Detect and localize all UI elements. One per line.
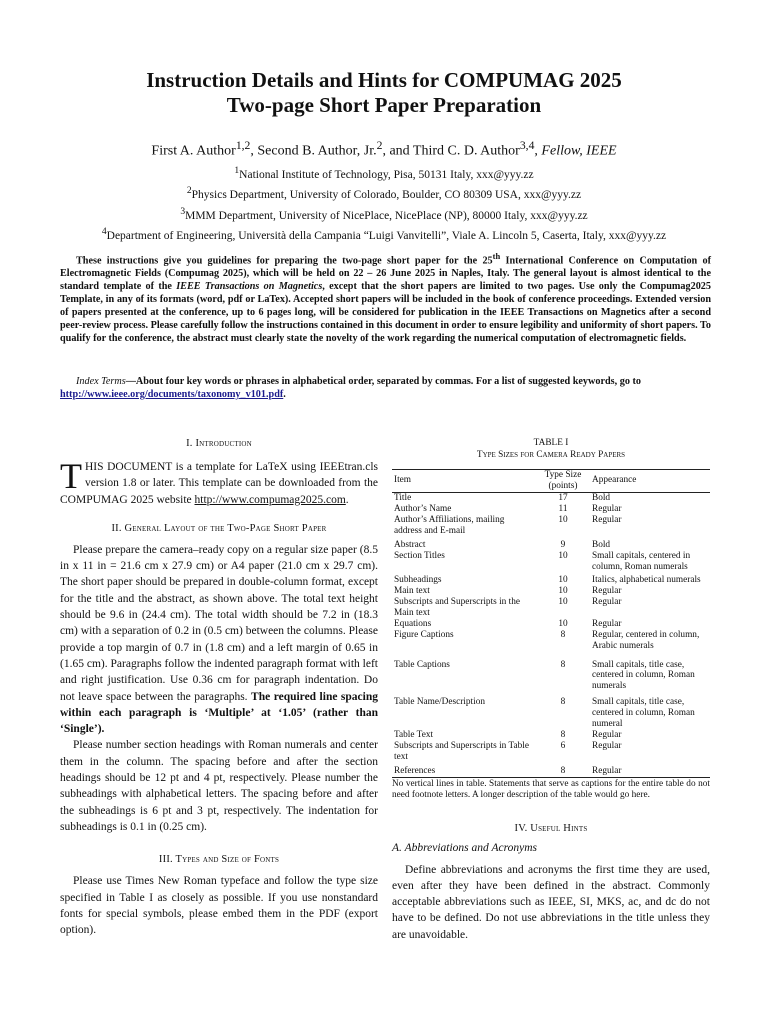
abstract xyxy=(60,250,711,346)
cell-item: Equations xyxy=(394,618,432,629)
cell-appearance: Regular xyxy=(592,596,622,607)
cell-item: Main text xyxy=(394,586,430,597)
affiliation-1-sup: 1 xyxy=(234,165,240,176)
table-row xyxy=(392,573,710,586)
table-header-size: Type Size (points) xyxy=(536,470,590,493)
cell-size: 8 xyxy=(560,729,566,740)
affiliation-2-sup: 2 xyxy=(186,185,192,197)
table-row xyxy=(392,619,710,630)
table-row xyxy=(392,652,710,693)
cell-item: Figure Captions xyxy=(394,629,454,640)
affiliation-2 xyxy=(0,183,768,203)
cell-size: 9 xyxy=(560,540,566,551)
section-4-heading: IV. Useful Hints xyxy=(514,822,588,834)
cell-item: Abstract xyxy=(394,540,426,551)
latex-word: LaTeX xyxy=(255,461,288,473)
cell-size: 10 xyxy=(558,596,568,607)
table-row xyxy=(392,763,710,777)
section-2-paragraph-2: Please number section headings with Roman numerals and center them in the column. The spacing before and after the section headings should be 12 pt and 4 pt, respectively. Please number the subheadings with alphabetical letters. The spacing before and after the subheadings is 6 pt and 3 pt, respectively. The indentation for subheadings is 0.1 in (0.25 cm). xyxy=(60,739,378,833)
index-terms-label: Index Terms xyxy=(76,376,126,387)
author-1-sup: 1,2 xyxy=(235,139,251,152)
table-row xyxy=(392,692,710,730)
abstract-text-3: , except that the short papers are limited to two pages. Use only the Compumag2025 Template, in any of its formats (word, pdf or LaTex). Accepted short papers will be included in the book of conference proceedings. Extended version of papers presented at the conference, up to 6 pages long, will be considered for publication in the IEEE Transactions on Magnetics after a second peer-review process. Please carefully follow the instructions contained in this document in order to ensure legibility and uniformity of short papers. To qualify for the conference, the abstract must clearly state the novelty of the work regarding the numerical computation of electromagnetic fields. xyxy=(60,281,711,344)
section-3-heading: III. Types and Size of Fonts xyxy=(158,854,280,866)
cell-size: 8 xyxy=(536,763,590,777)
left-column xyxy=(60,437,378,938)
section-2-text: Please prepare the camera–ready copy on a regular size paper (8.5 in x 11 in = 21.6 cm x 27.9 cm) or A4 paper (21.0 cm x 29.7 cm). The short paper should be prepared in double-column format, except for the title and the abstract, as shown above. The total text height should be 9.6 in (24.4 cm). The total width should be 7.2 in (18.3 cm) with a separation of 0.2 in (0.5 cm) between the columns. Please provide a top margin of 0.7 in (1.8 cm) and a left margin of 0.65 in (1.65 cm). Paragraphs follow the indented paragraph format with left and right justification. Use 0.36 cm for paragraph indentation. Do not leave space between the paragraphs. xyxy=(60,543,378,703)
table-caption: Type Sizes for Camera Ready Papers xyxy=(476,450,626,460)
cell-size: 10 xyxy=(558,551,568,562)
affiliations xyxy=(0,163,768,244)
section-3-paragraph: Please use Times New Roman typeface and follow the type size specified in Table I as closely as possible. If you use nonstandard fonts for special symbols, please embed them in the PDF (export option). xyxy=(60,875,378,937)
cell-size: 10 xyxy=(558,575,568,586)
abstract-text-2: International Conference on Computation of Electromagnetic Fields (Compumag 2025), which will be held on 22 – 26 June 2025 in Naples, Italy. The general layout is almost identical to the standard template of the xyxy=(60,255,711,293)
author-suffix: , xyxy=(534,143,542,159)
cell-item: Title xyxy=(394,492,412,503)
section-1-end: . xyxy=(345,493,349,506)
index-terms-text: —About four key words or phrases in alphabetical order, separated by commas. For a list of suggested keywords, go to xyxy=(125,376,641,387)
abstract-journal-name: IEEE Transactions on Magnetics xyxy=(176,281,323,293)
drop-cap: T xyxy=(60,456,82,496)
cell-item: Section Titles xyxy=(394,551,445,562)
table-row xyxy=(392,630,710,652)
right-column xyxy=(392,437,710,943)
paper-title xyxy=(0,68,768,118)
title-line-1: Instruction Details and Hints for COMPUMAG 2025 xyxy=(146,68,622,92)
affiliation-1 xyxy=(0,163,768,183)
table-row xyxy=(392,586,710,597)
cell-appearance: Small capitals, centered in column, Roman numerals xyxy=(592,551,691,573)
table-header-item: Item xyxy=(392,470,536,493)
cell-item: Table Text xyxy=(394,729,434,740)
author-2: , Second B. Author, Jr. xyxy=(250,143,377,159)
cell-appearance: Regular xyxy=(592,729,622,740)
cell-item: Author’s Affiliations, mailing address and E-mail xyxy=(394,514,505,536)
cell-appearance: Regular xyxy=(592,618,622,629)
affiliation-1-text: National Institute of Technology, Pisa, 50131 Italy, xxx@yyy.zz xyxy=(239,168,534,181)
section-4-paragraph: Define abbreviations and acronyms the first time they are used, even after they have been defined in the abstract. Commonly acceptable abbreviations such as IEEE, SI, MKS, ac, and dc do not have to be defined. Do not use abbreviations in the title unless they are unavoidable. xyxy=(392,863,710,941)
taxonomy-link[interactable]: http://www.ieee.org/documents/taxonomy_v101.pdf xyxy=(60,389,284,400)
author-3: , and Third C. D. Author xyxy=(382,143,520,159)
affiliation-4-sup: 4 xyxy=(101,225,107,237)
affiliation-3-text: MMM Department, University of NicePlace, NicePlace (NP), 80000 Italy, xxx@yyy.zz xyxy=(185,209,588,222)
cell-size: 10 xyxy=(558,514,568,525)
section-2-heading: II. General Layout of the Two-Page Short Paper xyxy=(111,522,327,534)
cell-appearance: Regular xyxy=(592,586,622,597)
affiliation-4 xyxy=(0,224,768,244)
affiliation-4-text: Department of Engineering, Università della Campania “Luigi Vanvitelli”, Viale A. Lincoln 5, Caserta, Italy, xxx@yyy.zz xyxy=(106,229,667,242)
section-1-text-1: HIS DOCUMENT is a template for xyxy=(85,461,256,473)
cell-appearance: Small capitals, title case, centered in column, Roman numerals xyxy=(592,659,695,692)
cell-appearance: Small capitals, title case, centered in column, Roman numeral xyxy=(592,697,695,730)
subsection-a-heading: A. Abbreviations and Acronyms xyxy=(392,841,538,854)
cell-size: 10 xyxy=(558,618,568,629)
table-row xyxy=(392,597,710,619)
section-1-heading: I. Introduction xyxy=(186,438,252,449)
cell-size: 11 xyxy=(558,503,568,514)
title-line-2: Two-page Short Paper Preparation xyxy=(226,93,542,117)
cell-appearance: Bold xyxy=(592,492,611,503)
cell-size: 8 xyxy=(560,629,566,640)
cell-size: 17 xyxy=(558,492,568,503)
table-row xyxy=(392,504,710,515)
cell-appearance: Regular xyxy=(592,503,622,514)
cell-size: 8 xyxy=(560,659,566,670)
table-row xyxy=(392,730,710,741)
cell-appearance: Regular xyxy=(590,763,710,777)
cell-appearance: Italics, alphabetical numerals xyxy=(592,575,701,586)
author-2-sup: 2 xyxy=(376,139,383,152)
section-1-text-2: using IEEEtran.cls version 1.8 or later. This template can be downloaded from the COMPUMAG 2025 website xyxy=(60,461,379,506)
table-header-appearance: Appearance xyxy=(590,470,710,493)
cell-size: 10 xyxy=(558,586,568,597)
table-row xyxy=(392,741,710,763)
cell-item: Table Name/Description xyxy=(394,697,485,708)
table-row xyxy=(392,515,710,537)
author-fellow: Fellow, IEEE xyxy=(541,143,617,159)
cell-appearance: Regular, centered in column, Arabic numerals xyxy=(592,629,700,651)
cell-item: Subscripts and Superscripts in Table text xyxy=(394,740,529,762)
compumag-url[interactable]: http://www.compumag2025.com xyxy=(194,493,346,506)
table-row xyxy=(392,551,710,573)
cell-appearance: Regular xyxy=(592,740,622,751)
index-terms xyxy=(60,375,711,401)
abstract-text-1: These instructions give you guidelines for preparing the two-page short paper for the 25 xyxy=(76,255,493,267)
cell-item: Subheadings xyxy=(394,575,442,586)
cell-size: 6 xyxy=(560,740,566,751)
affiliation-3 xyxy=(0,204,768,224)
type-sizes-table xyxy=(392,469,710,778)
index-terms-end: . xyxy=(283,389,286,400)
cell-appearance: Bold xyxy=(592,540,611,551)
table-header-row xyxy=(392,470,710,493)
section-1-paragraph xyxy=(60,456,379,508)
author-3-sup: 3,4 xyxy=(519,139,535,152)
line-spacing-note: The required line spacing within each paragraph is ‘Multiple’ at ‘1.05’ (rather than ‘Single’). xyxy=(60,690,378,736)
affiliation-3-sup: 3 xyxy=(180,205,186,217)
section-2-paragraph-1 xyxy=(60,542,378,738)
abstract-sup: th xyxy=(492,251,501,261)
affiliation-2-text: Physics Department, University of Colorado, Boulder, CO 80309 USA, xxx@yyy.zz xyxy=(191,189,582,202)
table-row xyxy=(392,492,710,503)
table-label: TABLE I xyxy=(533,438,569,448)
table-row xyxy=(392,536,710,551)
author-line xyxy=(0,137,768,161)
cell-item: Author’s Name xyxy=(394,503,452,514)
cell-appearance: Regular xyxy=(592,514,622,525)
cell-item: Table Captions xyxy=(394,659,450,670)
author-1: First A. Author xyxy=(151,143,236,159)
cell-item: References xyxy=(392,763,536,777)
table-note: No vertical lines in table. Statements that serve as captions for the entire table do not need footnote letters. A longer description of the table would go here. xyxy=(392,778,710,801)
cell-size: 8 xyxy=(560,697,566,708)
cell-item: Subscripts and Superscripts in the Main text xyxy=(394,596,521,618)
